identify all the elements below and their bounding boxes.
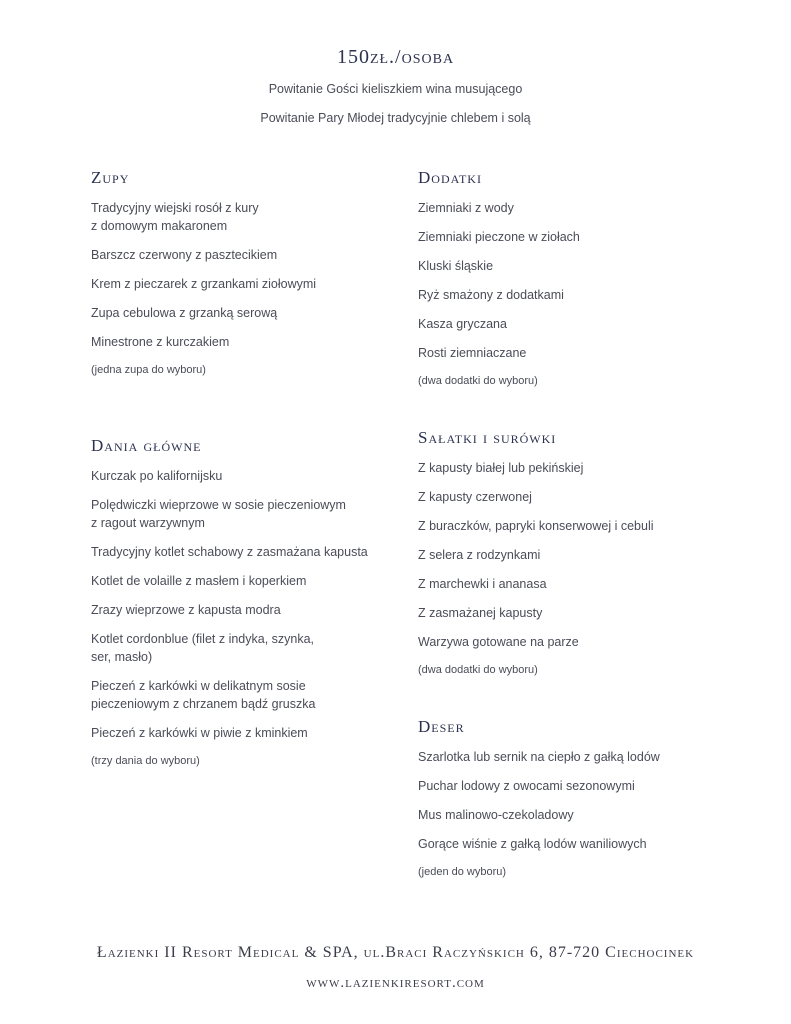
- footer-address: Łazienki II Resort Medical & SPA, ul.Braci Raczyńskich 6, 87-720 Ciechocinek: [96, 944, 695, 961]
- section-title-main-dishes: Dania główne: [91, 436, 202, 455]
- list-item: Barszcz czerwony z pasztecikiem: [91, 248, 278, 262]
- list-item: Szarlotka lub sernik na ciepło z gałką lodów: [418, 750, 660, 764]
- list-item: Z marchewki i ananasa: [418, 577, 547, 591]
- list-item: Z selera z rodzynkami: [418, 548, 541, 562]
- section-main-dishes: [91, 435, 431, 769]
- section-note-dessert: (jeden do wyboru): [418, 866, 507, 878]
- list-item: Mus malinowo-czekoladowy: [418, 808, 574, 822]
- list-item: Zrazy wieprzowe z kapusta modra: [91, 603, 281, 617]
- list-item: Gorące wiśnie z gałką lodów waniliowych: [418, 837, 647, 851]
- list-item: Krem z pieczarek z grzankami ziołowymi: [91, 277, 317, 291]
- section-sides: [418, 167, 758, 389]
- section-title-sides: Dodatki: [418, 168, 482, 187]
- section-dessert: [418, 716, 758, 880]
- section-note-soups: (jedna zupa do wyboru): [91, 364, 206, 376]
- list-item: Pieczeń z karkówki w piwie z kminkiem: [91, 726, 308, 740]
- soups-list: [91, 199, 431, 351]
- section-title-soups: Zupy: [91, 168, 130, 187]
- section-note-salads: (dwa dodatki do wyboru): [418, 664, 538, 676]
- list-item: Ryż smażony z dodatkami: [418, 288, 564, 302]
- intro-line-welcome-couple: Powitanie Pary Młodej tradycyjnie chlebem i solą: [260, 111, 531, 125]
- list-item: Warzywa gotowane na parze: [418, 635, 579, 649]
- list-item: Tradycyjny kotlet schabowy z zasmażana kapusta: [91, 545, 368, 559]
- list-item: Kluski śląskie: [418, 259, 494, 273]
- list-item: Kasza gryczana: [418, 317, 507, 331]
- sides-list: [418, 199, 758, 362]
- list-item: Kurczak po kalifornijsku: [91, 469, 223, 483]
- list-item: Z kapusty białej lub pekińskiej: [418, 461, 584, 475]
- section-title-dessert: Deser: [418, 717, 465, 736]
- main-dishes-list: [91, 467, 431, 742]
- list-item: Z kapusty czerwonej: [418, 490, 532, 504]
- list-item: Zupa cebulowa z grzanką serową: [91, 306, 278, 320]
- list-item: Pieczeń z karkówki w delikatnym sosie pieczeniowym z chrzanem bądź gruszka: [91, 679, 316, 711]
- salads-list: [418, 459, 758, 651]
- price-heading: 150zł./osoba: [336, 46, 455, 68]
- list-item: Ziemniaki pieczone w ziołach: [418, 230, 580, 244]
- list-item: Minestrone z kurczakiem: [91, 335, 230, 349]
- section-title-salads: Sałatki i surówki: [418, 428, 557, 447]
- list-item: Kotlet cordonblue (filet z indyka, szynka, ser, masło): [91, 632, 315, 664]
- list-item: Kotlet de volaille z masłem i koperkiem: [91, 574, 307, 588]
- list-item: Rosti ziemniaczane: [418, 346, 527, 360]
- intro-line-welcome-guests: Powitanie Gości kieliszkiem wina musującego: [268, 82, 523, 96]
- section-salads: [418, 427, 758, 678]
- dessert-list: [418, 748, 758, 853]
- list-item: Polędwiczki wieprzowe w sosie pieczeniowym z ragout warzywnym: [91, 498, 346, 530]
- section-soups: [91, 167, 431, 378]
- list-item: Tradycyjny wiejski rosół z kury z domowym makaronem: [91, 201, 259, 233]
- footer-website-link[interactable]: www.lazienkiresort.com: [306, 975, 485, 991]
- section-note-main-dishes: (trzy dania do wyboru): [91, 755, 200, 767]
- list-item: Z zasmażanej kapusty: [418, 606, 543, 620]
- list-item: Puchar lodowy z owocami sezonowymi: [418, 779, 635, 793]
- list-item: Z buraczków, papryki konserwowej i cebuli: [418, 519, 654, 533]
- section-note-sides: (dwa dodatki do wyboru): [418, 375, 538, 387]
- list-item: Ziemniaki z wody: [418, 201, 514, 215]
